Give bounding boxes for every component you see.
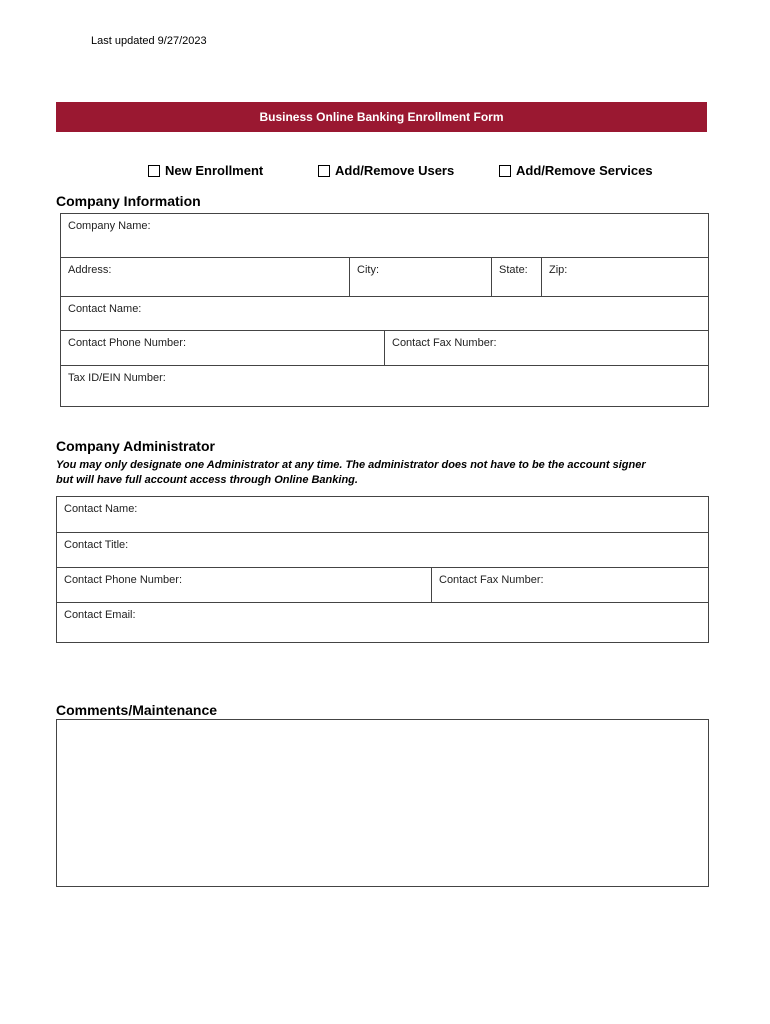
administrator-note (56, 458, 676, 488)
field-label: City: (357, 264, 379, 276)
option-label: New Enrollment (165, 163, 264, 178)
section-heading-comments: Comments/Maintenance (56, 702, 218, 718)
field-label: State: (499, 264, 528, 276)
field-label: Company Name: (68, 220, 151, 232)
section-heading-company-administrator: Company Administrator (56, 438, 215, 454)
field-label: Contact Name: (64, 503, 138, 515)
address-row (61, 257, 708, 297)
checkbox-icon[interactable] (148, 165, 160, 177)
tax-id-field[interactable] (61, 365, 708, 407)
checkbox-icon[interactable] (318, 165, 330, 177)
comments-textarea[interactable] (56, 719, 709, 887)
field-label: Tax ID/EIN Number: (68, 372, 166, 384)
field-label: Contact Phone Number: (68, 337, 187, 349)
option-add-remove-users[interactable] (318, 163, 454, 178)
contact-phone-row (61, 330, 708, 366)
admin-contact-title-field[interactable] (57, 532, 708, 568)
field-label: Contact Fax Number: (392, 337, 497, 349)
state-field[interactable] (491, 258, 541, 297)
address-field[interactable] (61, 258, 349, 297)
option-add-remove-services[interactable] (499, 163, 653, 178)
field-label: Address: (68, 264, 112, 276)
option-new-enrollment[interactable] (148, 163, 263, 178)
zip-field[interactable] (541, 258, 708, 297)
field-label: Contact Name: (68, 303, 142, 315)
field-label: Contact Email: (64, 609, 136, 621)
admin-contact-name-field[interactable] (57, 497, 708, 532)
option-label: Add/Remove Users (335, 163, 455, 178)
section-heading-company-information: Company Information (56, 193, 201, 209)
admin-contact-email-field[interactable] (57, 602, 708, 643)
admin-contact-phone-row (57, 567, 708, 603)
field-label: Zip: (549, 264, 568, 276)
field-label: Contact Fax Number: (439, 574, 544, 586)
contact-fax-field[interactable] (384, 331, 708, 366)
admin-contact-phone-field[interactable] (57, 568, 431, 603)
form-title-banner: Business Online Banking Enrollment Form (56, 102, 707, 132)
contact-phone-field[interactable] (61, 331, 384, 366)
company-information-table (60, 213, 709, 407)
checkbox-icon[interactable] (499, 165, 511, 177)
company-name-field[interactable] (61, 214, 708, 257)
administrator-note-line: You may only designate one Administrator at any time. The administrator does not have to be the account signer (56, 459, 646, 471)
city-field[interactable] (349, 258, 491, 297)
field-label: Contact Phone Number: (64, 574, 183, 586)
last-updated: Last updated 9/27/2023 (91, 35, 207, 47)
contact-name-field[interactable] (61, 296, 708, 331)
option-label: Add/Remove Services (516, 163, 653, 178)
company-administrator-table (56, 496, 709, 643)
admin-contact-fax-field[interactable] (431, 568, 708, 603)
field-label: Contact Title: (64, 539, 129, 551)
administrator-note-line: but will have full account access through Online Banking. (56, 474, 358, 486)
